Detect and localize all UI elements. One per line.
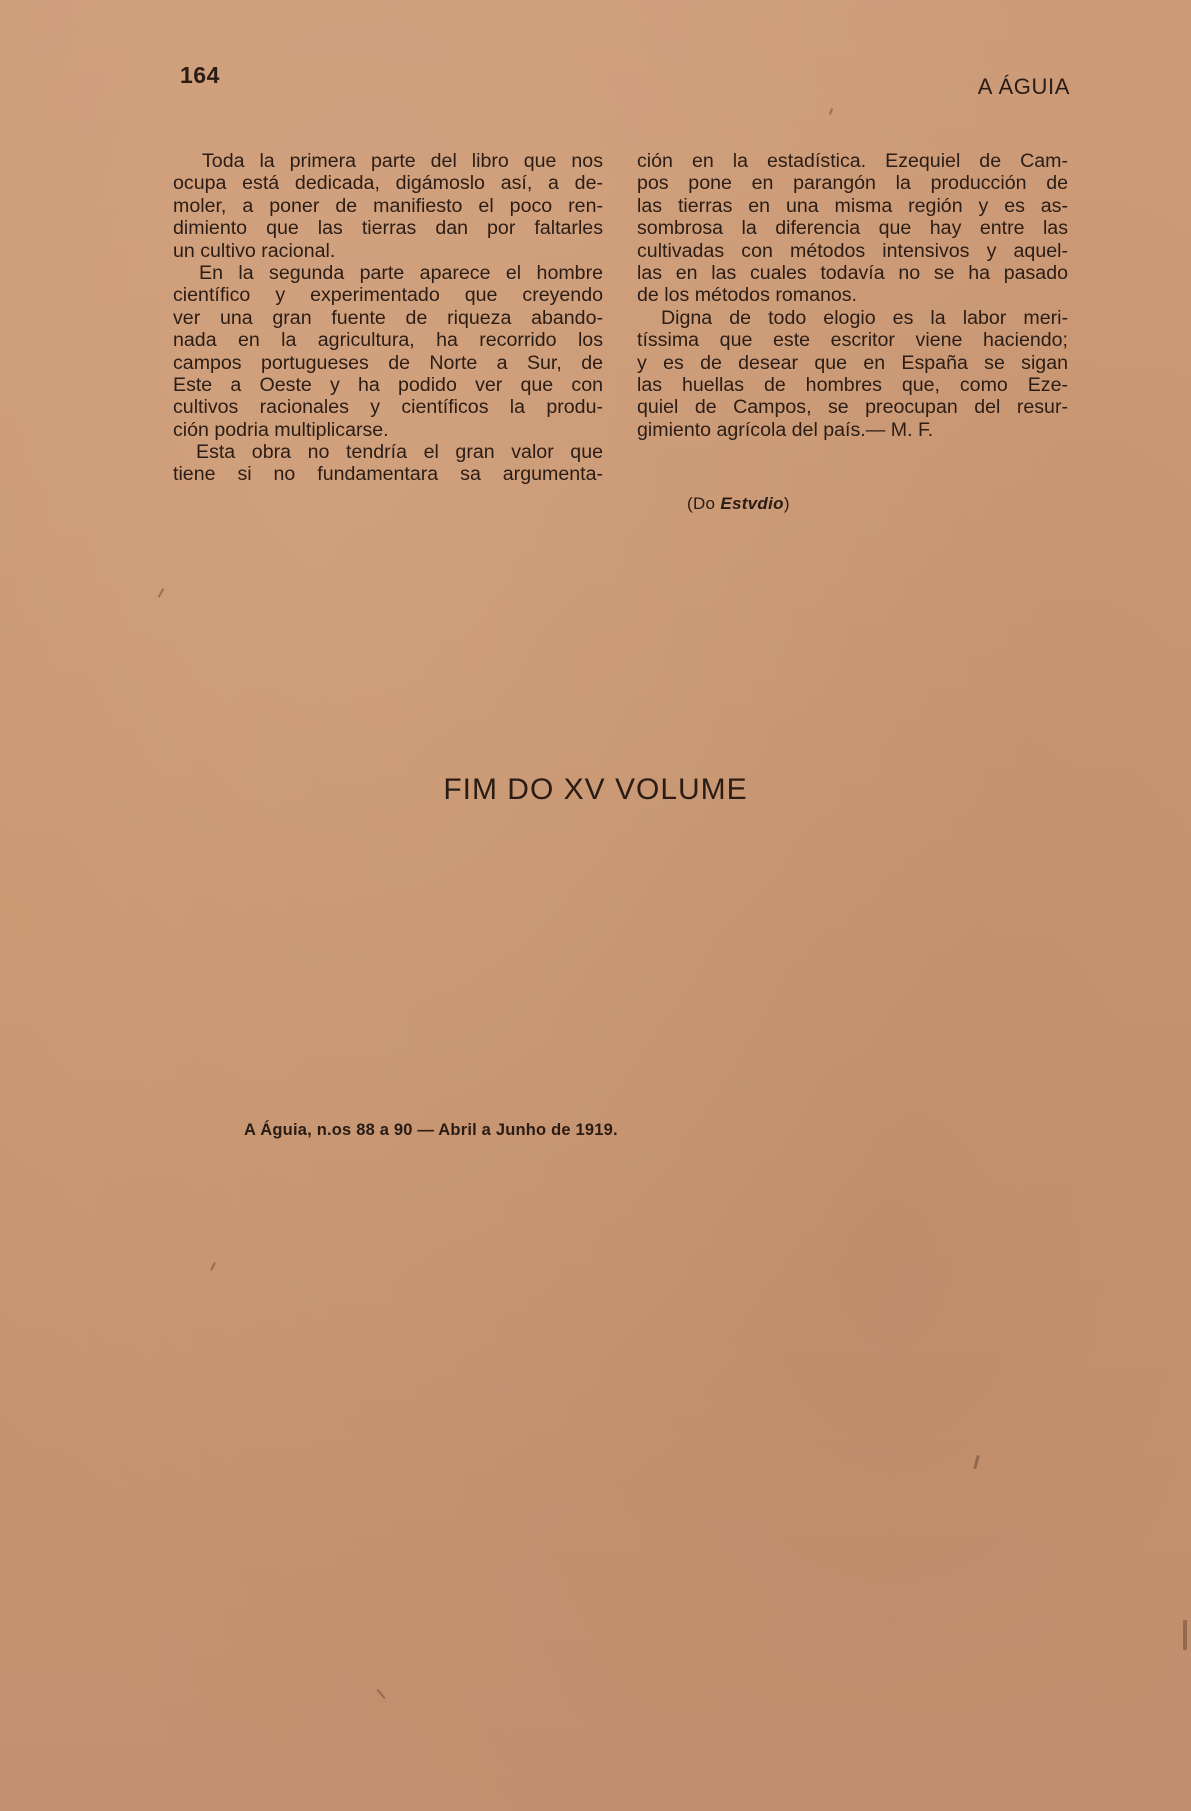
text-line: y es de desear que en España se sigan <box>637 351 1068 374</box>
text-line: nada en la agricultura, ha recorrido los <box>173 329 603 352</box>
text-line: Toda la primera parte del libro que nos <box>202 150 603 172</box>
text-line: sombrosa la diferencia que hay entre las <box>637 217 1068 240</box>
text-line: de los métodos romanos. <box>637 284 857 307</box>
text-line: tiene si no fundamentara sa argumenta- <box>173 463 603 486</box>
attribution-source: Estvdio <box>720 494 784 513</box>
paper-blemish <box>829 108 833 115</box>
running-head: A ÁGUIA <box>977 74 1070 99</box>
text-line: dimiento que las tierras dan por faltarles <box>173 217 603 240</box>
paper-blemish <box>1183 1620 1187 1650</box>
page-number: 164 <box>180 62 220 88</box>
text-line: un cultivo racional. <box>173 239 336 262</box>
text-line: quiel de Campos, se preocupan del resur- <box>637 396 1068 419</box>
text-line: científico y experimentado que creyendo <box>173 284 603 307</box>
text-line: pos pone en parangón la producción de <box>637 172 1068 195</box>
text-line: cultivadas con métodos intensivos y aquel- <box>637 239 1068 262</box>
text-line: Digna de todo elogio es la labor meri- <box>661 306 1068 329</box>
text-line: Esta obra no tendría el gran valor que <box>196 441 603 464</box>
article-left-column <box>173 150 603 486</box>
paper-blemish <box>973 1455 980 1469</box>
text-line: ocupa está dedicada, digámoslo así, a de- <box>173 172 603 195</box>
text-line: moler, a poner de manifiesto el poco ren- <box>173 194 603 217</box>
text-line: tíssima que este escritor viene haciendo; <box>637 329 1068 352</box>
text-line: En la segunda parte aparece el hombre <box>199 261 603 284</box>
paper-blemish <box>210 1262 216 1271</box>
text-line: ción podria multiplicarse. <box>173 418 389 441</box>
article-right-column <box>637 150 1068 441</box>
volume-end-title: FIM DO XV VOLUME <box>443 773 748 806</box>
paper-blemish <box>376 1689 385 1699</box>
source-attribution <box>687 494 790 514</box>
attribution-prefix: (Do <box>687 494 721 513</box>
text-line: cultivos racionales y científicos la produ- <box>173 396 603 419</box>
text-line: ver una gran fuente de riqueza abando- <box>173 306 603 329</box>
attribution-suffix: ) <box>783 494 790 513</box>
text-line: las huellas de hombres que, como Eze- <box>637 373 1068 396</box>
paper-blemish <box>158 588 165 598</box>
imprint-line: A Águia, n.os 88 a 90 — Abril a Junho de 1919. <box>244 1121 618 1139</box>
text-line: las tierras en una misma región y es as- <box>637 194 1068 217</box>
text-line: las en las cuales todavía no se ha pasado <box>637 261 1068 284</box>
text-line: gimiento agrícola del país.— M. F. <box>637 418 934 441</box>
text-line: campos portugueses de Norte a Sur, de <box>173 351 603 374</box>
text-line: ción en la estadística. Ezequiel de Cam- <box>637 150 1068 172</box>
text-line: Este a Oeste y ha podido ver que con <box>173 373 603 396</box>
